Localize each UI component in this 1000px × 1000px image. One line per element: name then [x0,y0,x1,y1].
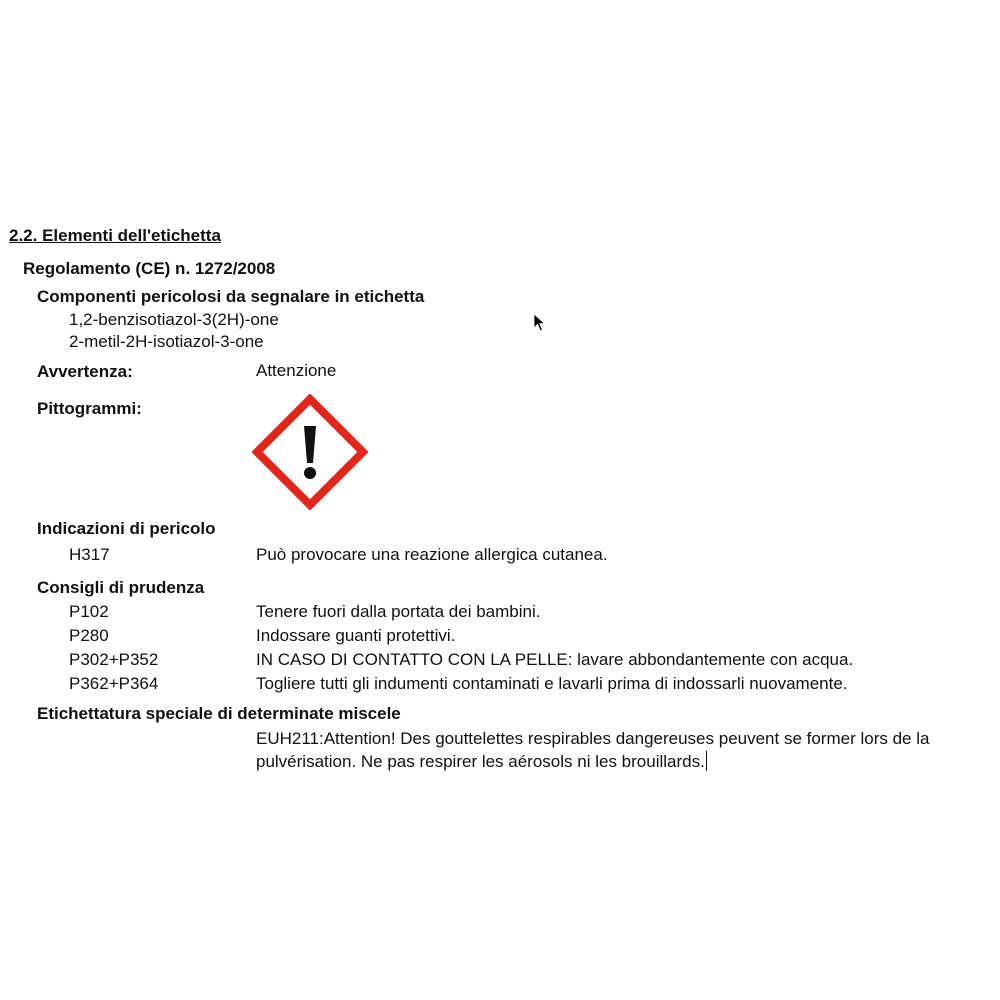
special-labelling-line-2[interactable] [256,751,707,773]
pictograms-label: Pittogrammi: [37,399,142,418]
special-labelling-line: EUH211:Attention! Des gouttelettes respirables dangereuses peuvent se former lors de la [256,729,930,748]
hazard-code: H317 [69,545,110,564]
precautionary-text: IN CASO DI CONTATTO CON LA PELLE: lavare abbondantemente con acqua. [256,650,854,669]
mouse-pointer-icon [533,313,547,333]
text-caret [706,751,707,771]
component-item: 1,2-benzisotiazol-3(2H)-one [69,310,279,329]
precautionary-text: Togliere tutti gli indumenti contaminati e lavarli prima di indossarli nuovamente. [256,674,848,693]
component-item: 2-metil-2H-isotiazol-3-one [69,332,264,351]
regulation-heading: Regolamento (CE) n. 1272/2008 [23,259,276,278]
section-title: 2.2. Elementi dell'etichetta [9,226,221,245]
special-labelling-line-text: pulvérisation. Ne pas respirer les aérosols ni les brouillards. [256,752,705,771]
hazard-text: Può provocare una reazione allergica cutanea. [256,545,608,564]
precautionary-text: Indossare guanti protettivi. [256,626,456,645]
special-labelling-heading: Etichettatura speciale di determinate miscele [37,704,401,723]
components-heading: Componenti pericolosi da segnalare in etichetta [37,287,425,306]
signal-word-value: Attenzione [256,361,337,380]
hazard-statements-heading: Indicazioni di pericolo [37,519,216,538]
precautionary-code: P280 [69,626,109,645]
precautionary-text: Tenere fuori dalla portata dei bambini. [256,602,541,621]
precautionary-code: P362+P364 [69,674,159,693]
ghs-exclamation-mark-icon [252,394,368,510]
precautionary-code: P102 [69,602,109,621]
signal-word-label: Avvertenza: [37,362,133,381]
precautionary-code: P302+P352 [69,650,159,669]
precautionary-statements-heading: Consigli di prudenza [37,578,205,597]
